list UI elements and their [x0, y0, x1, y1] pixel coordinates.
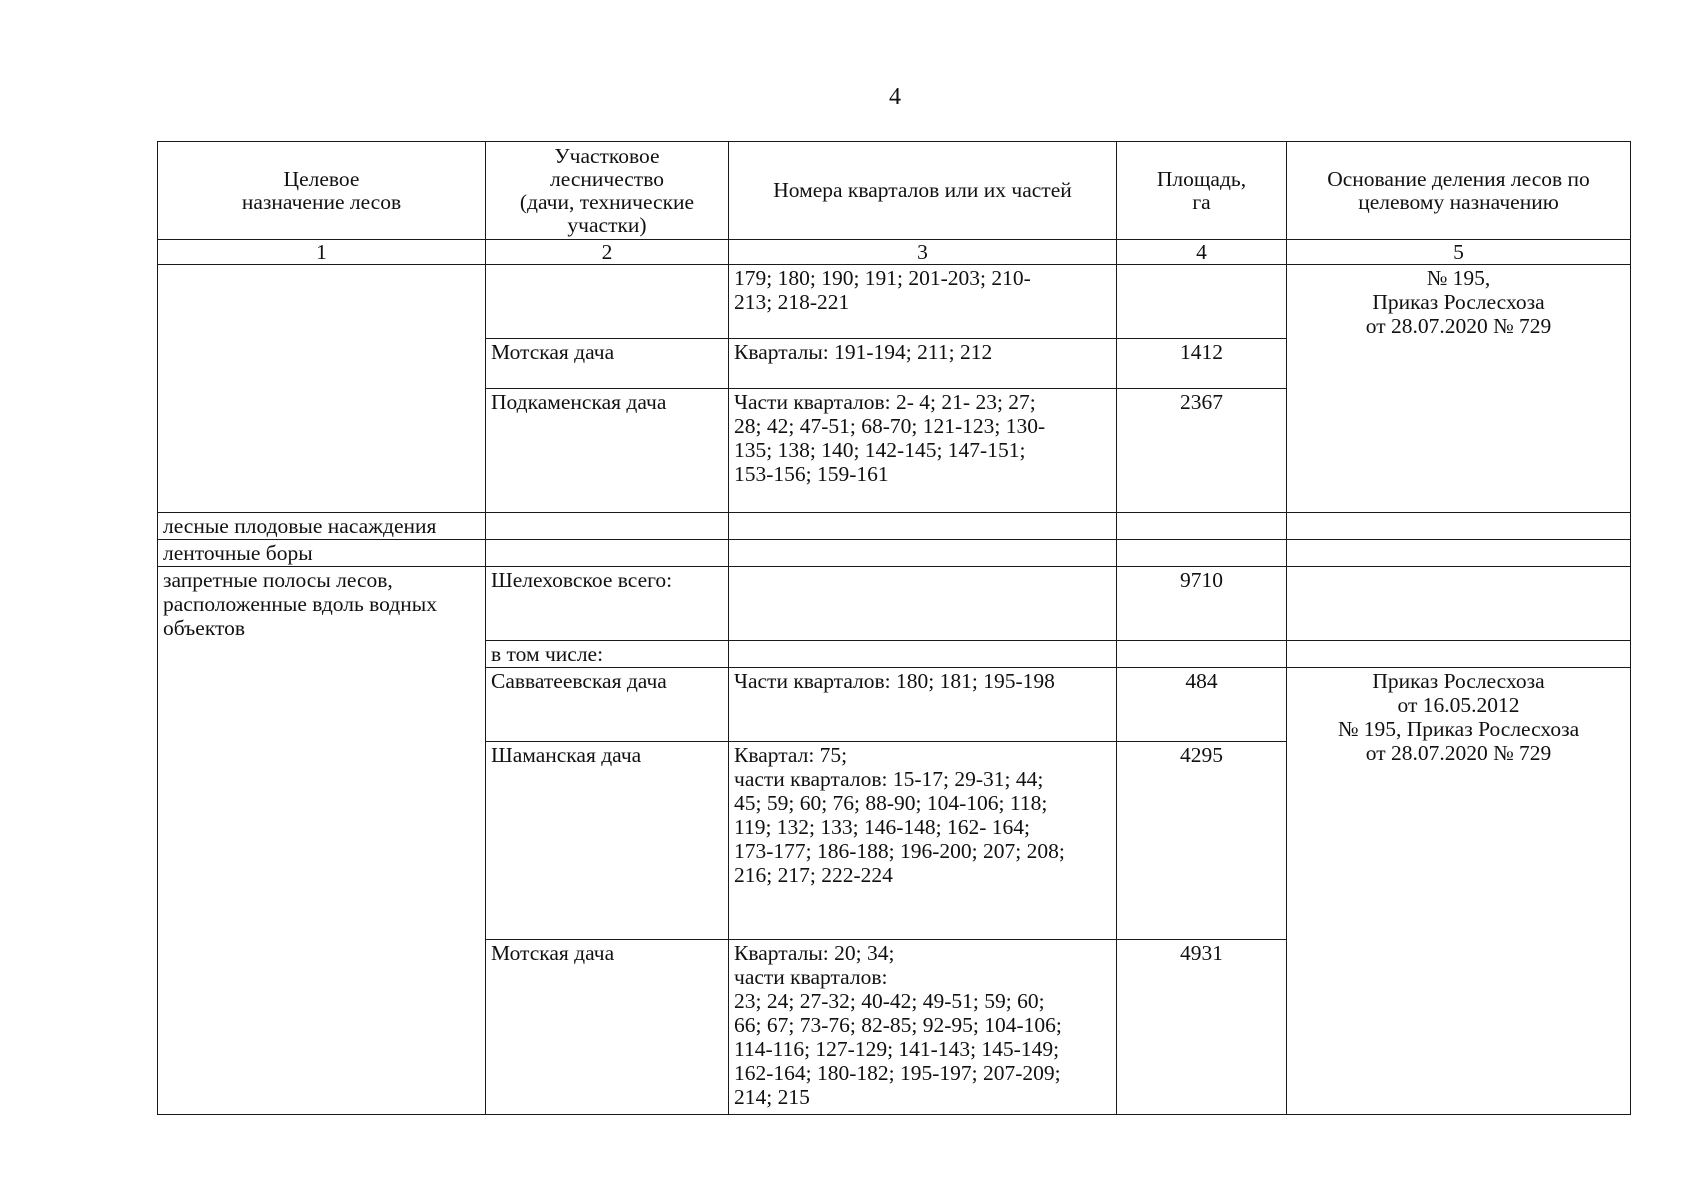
header-district: Участковое лесничество (дачи, технические участки)	[486, 142, 729, 240]
column-number: 4	[1117, 240, 1287, 265]
page-number: 4	[889, 84, 901, 110]
purpose-cell: запретные полосы лесов, расположенные вдоль водных объектов	[158, 567, 486, 1115]
header-quarters: Номера кварталов или их частей	[729, 142, 1117, 240]
district-cell: Мотская дача	[486, 940, 729, 1115]
district-cell: Мотская дача	[486, 339, 729, 389]
header-area: Площадь, га	[1117, 142, 1287, 240]
area-total: 9710	[1117, 567, 1287, 641]
district-cell-empty	[486, 265, 729, 339]
column-number: 3	[729, 240, 1117, 265]
area-cell: 1412	[1117, 339, 1287, 389]
quarters-cell: Части кварталов: 180; 181; 195-198	[729, 668, 1117, 742]
purpose-cell-empty	[158, 265, 486, 513]
quarters-cell: Кварталы: 191-194; 211; 212	[729, 339, 1117, 389]
area-cell: 4931	[1117, 940, 1287, 1115]
district-cell: Подкаменская дача	[486, 389, 729, 513]
area-cell: 484	[1117, 668, 1287, 742]
forest-purpose-table	[157, 141, 1631, 1115]
district-cell: Савватеевская дача	[486, 668, 729, 742]
column-number: 2	[486, 240, 729, 265]
quarters-cell: 179; 180; 190; 191; 201-203; 210- 213; 218-221	[729, 265, 1117, 339]
area-cell-empty	[1117, 265, 1287, 339]
area-cell: 2367	[1117, 389, 1287, 513]
district-cell: Шаманская дача	[486, 742, 729, 940]
quarters-cell: Кварталы: 20; 34; части кварталов: 23; 24; 27-32; 40-42; 49-51; 59; 60; 66; 67; 73-76; 82-85; 92-95; 104-106; 114-116; 127-129; 141-143; 145-149; 162-164; 180-182; 195-197; 207-209; 214; 215	[729, 940, 1117, 1115]
basis-cell: Приказ Рослесхоза от 16.05.2012 № 195, Приказ Рослесхоза от 28.07.2020 № 729	[1287, 668, 1631, 1115]
quarters-cell: Части кварталов: 2- 4; 21- 23; 27; 28; 42; 47-51; 68-70; 121-123; 130- 135; 138; 140; 142-145; 147-151; 153-156; 159-161	[729, 389, 1117, 513]
column-number: 1	[158, 240, 486, 265]
purpose-cell: ленточные боры	[158, 540, 486, 567]
purpose-cell: лесные плодовые насаждения	[158, 513, 486, 540]
including-label: в том числе:	[486, 641, 729, 668]
header-purpose: Целевое назначение лесов	[158, 142, 486, 240]
district-total-label: Шелеховское всего:	[486, 567, 729, 641]
basis-cell: № 195, Приказ Рослесхоза от 28.07.2020 № 729	[1287, 265, 1631, 513]
header-basis: Основание деления лесов по целевому назначению	[1287, 142, 1631, 240]
area-cell: 4295	[1117, 742, 1287, 940]
quarters-cell: Квартал: 75; части кварталов: 15-17; 29-31; 44; 45; 59; 60; 76; 88-90; 104-106; 118; 119; 132; 133; 146-148; 162- 164; 173-177; 186-188; 196-200; 207; 208; 216; 217; 222-224	[729, 742, 1117, 940]
column-number: 5	[1287, 240, 1631, 265]
